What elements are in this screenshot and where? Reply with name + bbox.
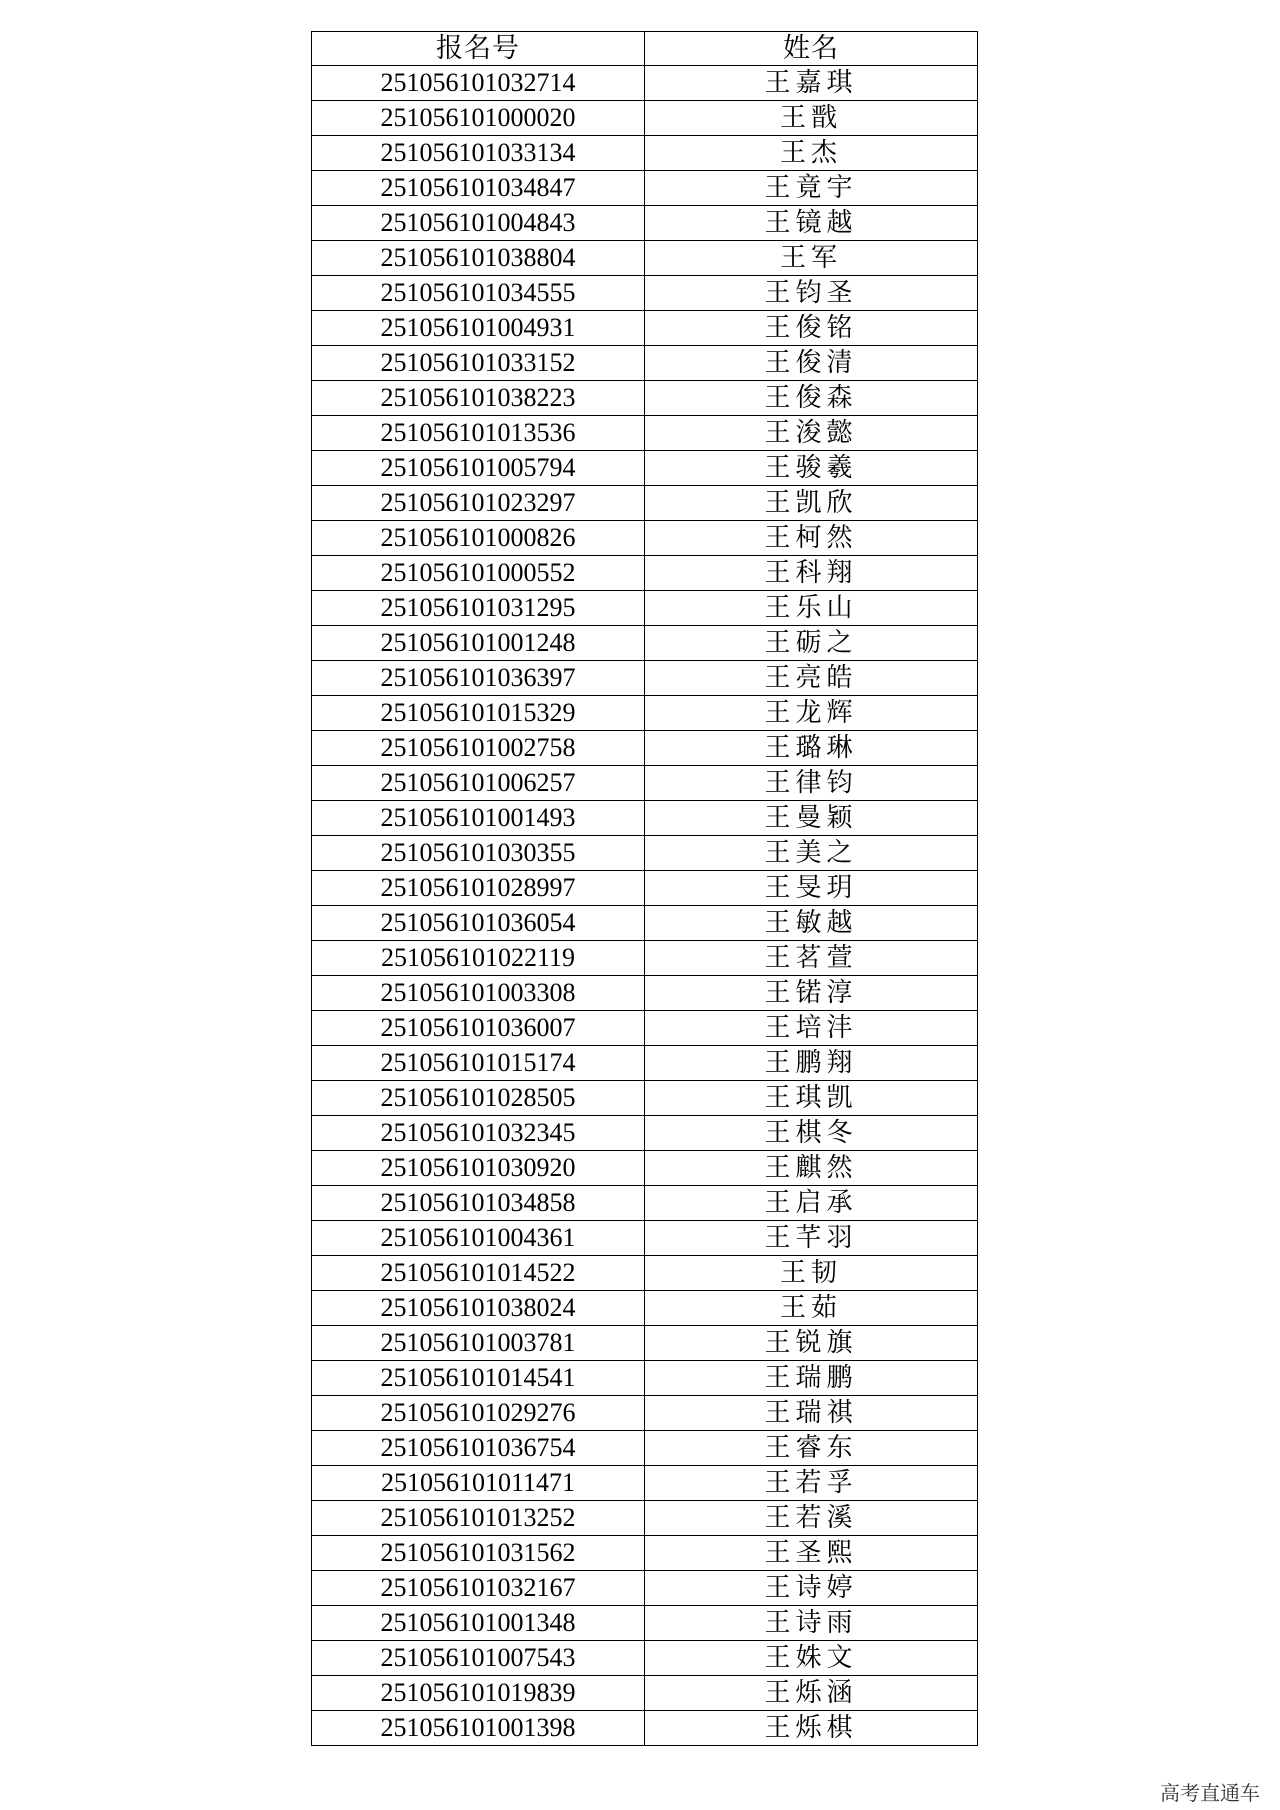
name-cell: 王柯然 — [645, 521, 978, 556]
name-cell: 王钧圣 — [645, 276, 978, 311]
roster-sheet — [311, 31, 978, 1746]
registration-number-cell: 251056101007543 — [312, 1641, 645, 1676]
name-cell: 王俊清 — [645, 346, 978, 381]
name-cell: 王韧 — [645, 1256, 978, 1291]
name-cell: 王军 — [645, 241, 978, 276]
table-row — [312, 1501, 978, 1536]
name-cell: 王芊羽 — [645, 1221, 978, 1256]
registration-number-cell: 251056101036754 — [312, 1431, 645, 1466]
registration-number-cell: 251056101001493 — [312, 801, 645, 836]
name-cell: 王旻玥 — [645, 871, 978, 906]
registration-number-cell: 251056101004361 — [312, 1221, 645, 1256]
registration-number-cell: 251056101030355 — [312, 836, 645, 871]
name-cell: 王诗婷 — [645, 1571, 978, 1606]
registration-number-cell: 251056101001348 — [312, 1606, 645, 1641]
name-cell: 王浚懿 — [645, 416, 978, 451]
table-row — [312, 1151, 978, 1186]
name-cell: 王竟宇 — [645, 171, 978, 206]
table-row — [312, 1186, 978, 1221]
table-row — [312, 171, 978, 206]
name-cell: 王棋冬 — [645, 1116, 978, 1151]
name-cell: 王镜越 — [645, 206, 978, 241]
table-row — [312, 66, 978, 101]
registration-number-cell: 251056101034847 — [312, 171, 645, 206]
name-cell: 王律钧 — [645, 766, 978, 801]
table-row — [312, 1396, 978, 1431]
header-registration-number: 报名号 — [312, 32, 645, 66]
registration-number-cell: 251056101023297 — [312, 486, 645, 521]
table-row — [312, 451, 978, 486]
registration-number-cell: 251056101038024 — [312, 1291, 645, 1326]
table-row — [312, 136, 978, 171]
registration-number-cell: 251056101003308 — [312, 976, 645, 1011]
name-cell: 王培沣 — [645, 1011, 978, 1046]
registration-number-cell: 251056101029276 — [312, 1396, 645, 1431]
name-cell: 王诗雨 — [645, 1606, 978, 1641]
table-row — [312, 1256, 978, 1291]
name-cell: 王敏越 — [645, 906, 978, 941]
registration-number-cell: 251056101019839 — [312, 1676, 645, 1711]
table-row — [312, 556, 978, 591]
registration-number-cell: 251056101032714 — [312, 66, 645, 101]
table-row — [312, 1536, 978, 1571]
name-cell: 王俊铭 — [645, 311, 978, 346]
table-row — [312, 1081, 978, 1116]
registration-number-cell: 251056101036007 — [312, 1011, 645, 1046]
registration-number-cell: 251056101000826 — [312, 521, 645, 556]
table-row — [312, 1466, 978, 1501]
name-cell: 王烁涵 — [645, 1676, 978, 1711]
table-row — [312, 206, 978, 241]
table-row — [312, 1326, 978, 1361]
registration-number-cell: 251056101034555 — [312, 276, 645, 311]
name-cell: 王砺之 — [645, 626, 978, 661]
registration-number-cell: 251056101004843 — [312, 206, 645, 241]
name-cell: 王锘淳 — [645, 976, 978, 1011]
registration-number-cell: 251056101030920 — [312, 1151, 645, 1186]
registration-number-cell: 251056101028997 — [312, 871, 645, 906]
table-row — [312, 486, 978, 521]
table-row — [312, 241, 978, 276]
name-cell: 王圣熙 — [645, 1536, 978, 1571]
name-cell: 王麒然 — [645, 1151, 978, 1186]
name-cell: 王瑞祺 — [645, 1396, 978, 1431]
registration-number-cell: 251056101015329 — [312, 696, 645, 731]
table-row — [312, 276, 978, 311]
name-cell: 王若溪 — [645, 1501, 978, 1536]
name-cell: 王戬 — [645, 101, 978, 136]
name-cell: 王锐旗 — [645, 1326, 978, 1361]
registration-number-cell: 251056101032345 — [312, 1116, 645, 1151]
registration-number-cell: 251056101033152 — [312, 346, 645, 381]
table-row — [312, 311, 978, 346]
registration-number-cell: 251056101000020 — [312, 101, 645, 136]
registration-number-cell: 251056101036054 — [312, 906, 645, 941]
table-body — [312, 66, 978, 1746]
name-cell: 王骏羲 — [645, 451, 978, 486]
name-cell: 王启承 — [645, 1186, 978, 1221]
name-cell: 王茹 — [645, 1291, 978, 1326]
source-watermark: 高考直通车 — [1160, 1781, 1260, 1805]
table-row — [312, 1011, 978, 1046]
header-name: 姓名 — [645, 32, 978, 66]
table-row — [312, 591, 978, 626]
table-row — [312, 626, 978, 661]
name-cell: 王璐琳 — [645, 731, 978, 766]
registration-number-cell: 251056101011471 — [312, 1466, 645, 1501]
name-cell: 王茗萱 — [645, 941, 978, 976]
registration-number-cell: 251056101014522 — [312, 1256, 645, 1291]
table-row — [312, 1606, 978, 1641]
name-cell: 王龙辉 — [645, 696, 978, 731]
table-row — [312, 836, 978, 871]
name-cell: 王俊森 — [645, 381, 978, 416]
registration-number-cell: 251056101036397 — [312, 661, 645, 696]
name-cell: 王睿东 — [645, 1431, 978, 1466]
registration-number-cell: 251056101034858 — [312, 1186, 645, 1221]
registration-number-cell: 251056101002758 — [312, 731, 645, 766]
registration-number-cell: 251056101031295 — [312, 591, 645, 626]
registration-number-cell: 251056101022119 — [312, 941, 645, 976]
name-cell: 王美之 — [645, 836, 978, 871]
table-row — [312, 101, 978, 136]
registration-number-cell: 251056101038804 — [312, 241, 645, 276]
name-cell: 王姝文 — [645, 1641, 978, 1676]
name-cell: 王曼颖 — [645, 801, 978, 836]
roster-table — [311, 31, 978, 1746]
table-row — [312, 1046, 978, 1081]
table-row — [312, 416, 978, 451]
table-row — [312, 1641, 978, 1676]
table-row — [312, 1431, 978, 1466]
registration-number-cell: 251056101033134 — [312, 136, 645, 171]
table-row — [312, 1571, 978, 1606]
name-cell: 王烁棋 — [645, 1711, 978, 1746]
registration-number-cell: 251056101028505 — [312, 1081, 645, 1116]
name-cell: 王杰 — [645, 136, 978, 171]
table-row — [312, 1291, 978, 1326]
table-row — [312, 1221, 978, 1256]
name-cell: 王鹏翔 — [645, 1046, 978, 1081]
name-cell: 王若孚 — [645, 1466, 978, 1501]
name-cell: 王乐山 — [645, 591, 978, 626]
registration-number-cell: 251056101013536 — [312, 416, 645, 451]
table-header-row — [312, 32, 978, 66]
registration-number-cell: 251056101038223 — [312, 381, 645, 416]
registration-number-cell: 251056101006257 — [312, 766, 645, 801]
name-cell: 王瑞鹏 — [645, 1361, 978, 1396]
registration-number-cell: 251056101005794 — [312, 451, 645, 486]
registration-number-cell: 251056101000552 — [312, 556, 645, 591]
table-row — [312, 731, 978, 766]
name-cell: 王嘉琪 — [645, 66, 978, 101]
table-row — [312, 1711, 978, 1746]
table-row — [312, 661, 978, 696]
registration-number-cell: 251056101003781 — [312, 1326, 645, 1361]
table-row — [312, 1361, 978, 1396]
name-cell: 王凯欣 — [645, 486, 978, 521]
table-row — [312, 906, 978, 941]
name-cell: 王亮皓 — [645, 661, 978, 696]
name-cell: 王琪凯 — [645, 1081, 978, 1116]
registration-number-cell: 251056101013252 — [312, 1501, 645, 1536]
table-row — [312, 976, 978, 1011]
table-row — [312, 801, 978, 836]
registration-number-cell: 251056101015174 — [312, 1046, 645, 1081]
table-row — [312, 381, 978, 416]
table-row — [312, 521, 978, 556]
table-row — [312, 346, 978, 381]
table-row — [312, 766, 978, 801]
table-row — [312, 941, 978, 976]
registration-number-cell: 251056101014541 — [312, 1361, 645, 1396]
registration-number-cell: 251056101032167 — [312, 1571, 645, 1606]
table-row — [312, 1116, 978, 1151]
table-row — [312, 696, 978, 731]
table-row — [312, 871, 978, 906]
registration-number-cell: 251056101004931 — [312, 311, 645, 346]
name-cell: 王科翔 — [645, 556, 978, 591]
registration-number-cell: 251056101001248 — [312, 626, 645, 661]
table-row — [312, 1676, 978, 1711]
registration-number-cell: 251056101031562 — [312, 1536, 645, 1571]
registration-number-cell: 251056101001398 — [312, 1711, 645, 1746]
